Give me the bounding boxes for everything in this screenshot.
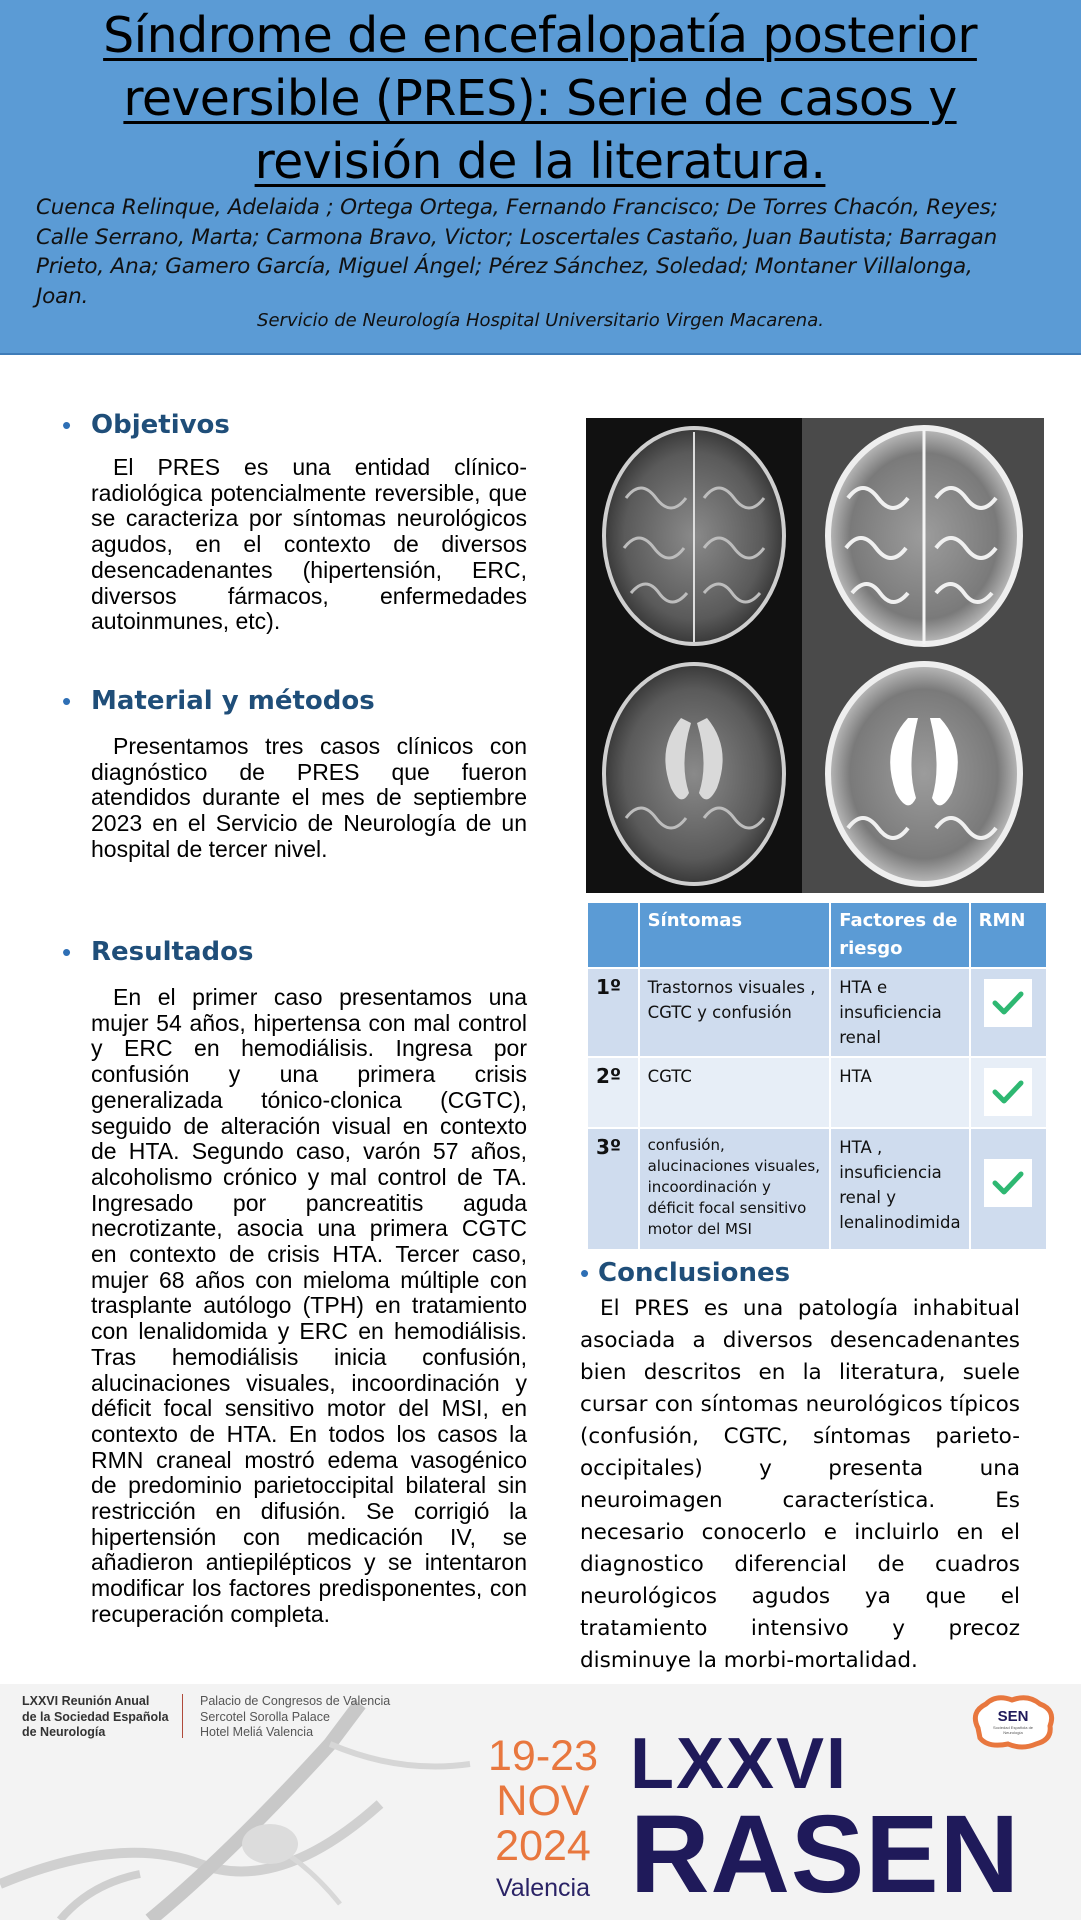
divider [182, 1694, 183, 1738]
case-mri [970, 1128, 1047, 1250]
case-symptoms: confusión, alucinaciones visuales, incoordinación y déficit focal sensitivo motor del MSI [639, 1128, 831, 1250]
bullet-icon: • [62, 410, 72, 440]
case-symptoms: Trastornos visuales , CGTC y confusión [639, 968, 831, 1057]
heading-conclusiones: Conclusiones [598, 1258, 791, 1288]
case-number: 3º [587, 1128, 639, 1250]
table-header-cell: RMN [970, 902, 1047, 968]
text-conclusiones: El PRES es una patología inhabitual asociada a diversos desencadenantes bien descritos en la literatura, suele cursar con síntomas neurológicos típicos (confusión, CGTC, síntomas parieto-occipitales) y presenta una neuroimagen característica. Es necesario conocerlo e incluirlo en el diagnostico diferencial de cuadros neurológicos agudos ya que el tratamiento intensivo y precoz disminuye la morbi-mortalidad. [580, 1296, 1020, 1673]
event-dates: 19-23 NOV 2024 [488, 1732, 598, 1870]
table-header-cell [587, 902, 639, 968]
logo-subtext: Sociedad Española de Neurología [992, 1725, 1034, 1735]
table-header-cell: Síntomas [639, 902, 831, 968]
bullet-icon: • [580, 1258, 590, 1288]
congress-name: LXXVI Reunión Anual de la Sociedad Española de Neurología [22, 1694, 169, 1739]
heading-material: Material y métodos [91, 686, 375, 716]
case-number: 2º [587, 1057, 639, 1128]
authors: Cuenca Relinque, Adelaida ; Ortega Ortega, Fernando Francisco; De Torres Chacón, Reyes; Calle Serrano, Marta; Carmona Bravo, Victor; Loscertales Castaño, Juan Bautista; Barragan Prieto, Ana; Gamero García, Miguel Ángel; Pérez Sánchez, Soledad; Montaner Villalonga, Joan. [36, 195, 998, 309]
table-row [587, 968, 1047, 1057]
venues: Palacio de Congresos de Valencia Sercotel Sorolla Palace Hotel Meliá Valencia [200, 1694, 391, 1739]
heading-objetivos: Objetivos [91, 410, 230, 440]
case-symptoms: CGTC [639, 1057, 831, 1128]
case-number: 1º [587, 968, 639, 1057]
check-icon [984, 979, 1032, 1027]
event-edition: LXXVI [630, 1724, 849, 1804]
event-name: RASEN [630, 1793, 1021, 1916]
case-risk-factors: HTA e insuficiencia renal [830, 968, 969, 1057]
check-icon [984, 1068, 1032, 1116]
text-material: Presentamos tres casos clínicos con diagnóstico de PRES que fueron atendidos durante el mes de septiembre 2023 en el Servicio de Neurología de un hospital de tercer nivel. [91, 733, 527, 862]
table-header-cell: Factores de riesgo [830, 902, 969, 968]
logo-text: SEN [997, 1708, 1029, 1725]
bullet-icon: • [62, 686, 72, 716]
mri-image [586, 418, 1044, 893]
footer-banner [0, 1684, 1081, 1920]
case-mri [970, 1057, 1047, 1128]
poster-title: Síndrome de encefalopatía posterior reversible (PRES): Serie de casos y revisión de la literatura. [103, 7, 977, 190]
case-risk-factors: HTA , insuficiencia renal y lenalinodimida [830, 1128, 969, 1250]
table-header-row [587, 902, 1047, 968]
event-city: Valencia [495, 1874, 591, 1902]
table-row [587, 1128, 1047, 1250]
case-mri [970, 968, 1047, 1057]
case-risk-factors: HTA [830, 1057, 969, 1128]
heading-resultados: Resultados [91, 937, 254, 967]
table-row [587, 1057, 1047, 1128]
mri-figure [586, 418, 1044, 893]
poster-header [0, 0, 1081, 355]
text-resultados: En el primer caso presentamos una mujer 54 años, hipertensa con mal control y ERC en hemodiálisis. Ingresa por confusión y una primera crisis generalizada tónico-clonica (CGTC), seguido de alteración visual en contexto de HTA. Segundo caso, varón 57 años, alcoholismo crónico y mal control de TA. Ingresado por pancreatitis aguda necrotizante, asocia una primera CGTC en contexto de crisis HTA. Tercer caso, mujer 68 años con mieloma múltiple con trasplante autólogo (TPH) en tratamiento con lenalidomida y ERC en hemodiálisis. Tras hemodiálisis inicia confusión, alucinaciones visuales, incoordinación y déficit focal sensitivo motor del MSI, en contexto de HTA. En todos los casos la RMN craneal mostró edema vasogénico de predominio parietoccipital bilateral sin restricción en difusión. Se corrigió la hipertensión con medicación IV, se añadieron antiepilépticos y se intentaron modificar los factores predisponentes, con recuperación completa. [91, 984, 527, 1627]
sen-logo [966, 1692, 1060, 1752]
affiliation: Servicio de Neurología Hospital Universitario Virgen Macarena. [257, 310, 824, 331]
cases-table [586, 901, 1048, 1251]
bullet-icon: • [62, 937, 72, 967]
check-icon [984, 1159, 1032, 1207]
text-objetivos: El PRES es una entidad clínico-radiológica potencialmente reversible, que se caracteriza por síntomas neurológicos agudos, en el contexto de diversos desencadenantes (hipertensión, ERC, diversos fármacos, enfermedades autoinmunes, etc). [91, 454, 527, 635]
